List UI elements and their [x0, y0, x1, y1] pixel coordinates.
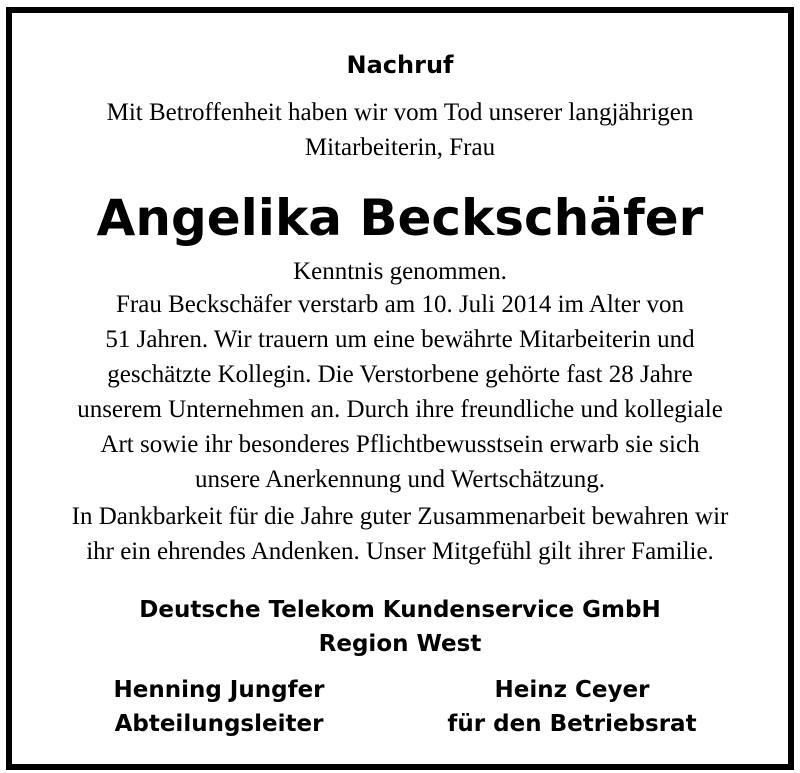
body-line: 51 Jahren. Wir trauern um eine bewährte Mitarbeiterin und — [105, 326, 695, 353]
intro-line: Mitarbeiterin, Frau — [304, 134, 496, 161]
organization-name: Deutsche Telekom Kundenservice GmbH — [139, 597, 661, 623]
obituary-notice — [6, 7, 794, 770]
intro-line: Mit Betroffenheit haben wir vom Tod unserer langjährigen — [106, 99, 694, 126]
body-line: unserem Unternehmen an. Durch ihre freundliche und kollegiale — [77, 396, 723, 423]
signatory-name: Henning Jungfer — [113, 677, 325, 703]
body-line: unsere Anerkennung und Wertschätzung. — [195, 466, 605, 493]
body-line: Frau Beckschäfer verstarb am 10. Juli 2014 im Alter von — [116, 291, 684, 318]
notice-heading: Nachruf — [346, 51, 454, 79]
body-line: geschätzte Kollegin. Die Verstorbene gehörte fast 28 Jahre — [107, 361, 693, 388]
signatory-name: Heinz Ceyer — [494, 677, 650, 703]
deceased-name: Angelika Beckschäfer — [96, 189, 704, 247]
organization-region: Region West — [318, 631, 482, 657]
body-line: Art sowie ihr besonderes Pflichtbewusstsein erwarb sie sich — [100, 431, 700, 458]
after-name-text: Kenntnis genommen. — [293, 258, 507, 285]
closing-line: In Dankbarkeit für die Jahre guter Zusammenarbeit bewahren wir — [71, 503, 729, 530]
signatory-role: Abteilungsleiter — [114, 711, 324, 737]
closing-line: ihr ein ehrendes Andenken. Unser Mitgefühl gilt ihrer Familie. — [86, 538, 714, 565]
signatory-role: für den Betriebsrat — [447, 711, 697, 737]
